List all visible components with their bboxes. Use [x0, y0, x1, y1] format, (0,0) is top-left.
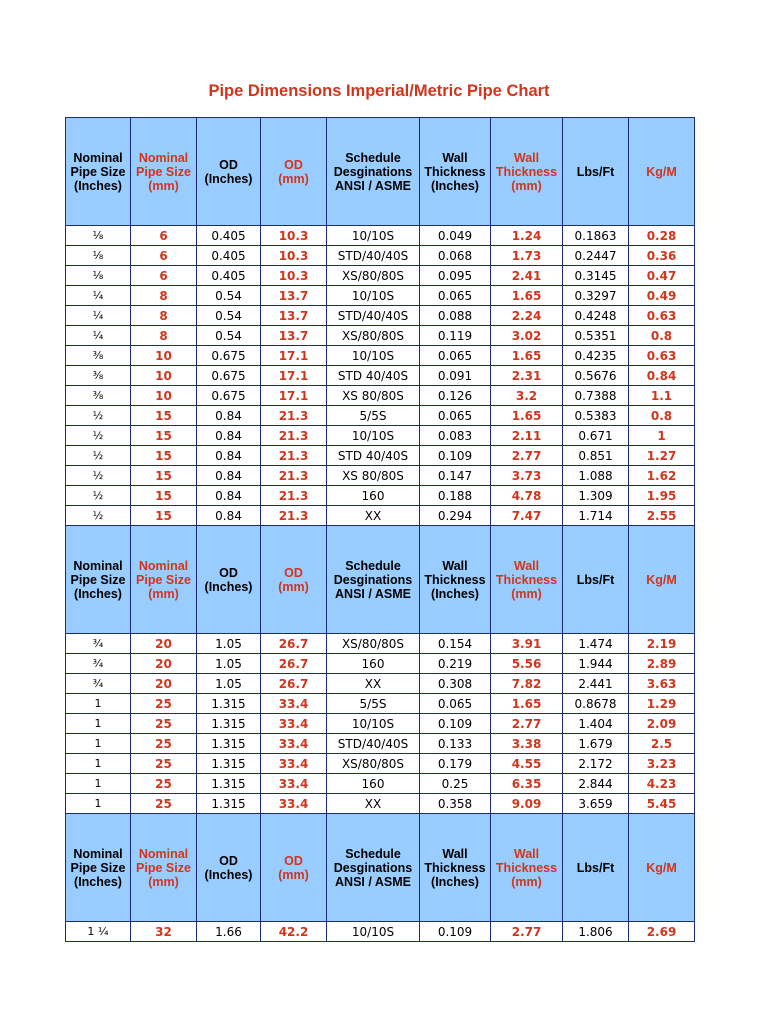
cell-wall-mm: 7.47 — [491, 506, 563, 526]
cell-kg-m: 0.63 — [629, 346, 695, 366]
cell-kg-m: 0.36 — [629, 246, 695, 266]
header-row — [66, 814, 695, 922]
table-row — [66, 426, 695, 446]
header-od-mm: OD (mm) — [261, 814, 327, 922]
cell-nominal-inches: ¼ — [66, 306, 131, 326]
cell-od-mm: 10.3 — [261, 246, 327, 266]
cell-od-inches: 1.315 — [197, 714, 261, 734]
cell-kg-m: 2.55 — [629, 506, 695, 526]
cell-od-inches: 1.315 — [197, 754, 261, 774]
table-row — [66, 386, 695, 406]
header-wall-mm: Wall Thickness (mm) — [491, 526, 563, 634]
cell-od-inches: 0.54 — [197, 286, 261, 306]
header-wall-inches: Wall Thickness (Inches) — [420, 814, 491, 922]
cell-lbs-ft: 0.7388 — [563, 386, 629, 406]
cell-od-mm: 33.4 — [261, 714, 327, 734]
cell-lbs-ft: 0.8678 — [563, 694, 629, 714]
cell-od-mm: 33.4 — [261, 694, 327, 714]
header-wall-mm: Wall Thickness (mm) — [491, 814, 563, 922]
cell-wall-inches: 0.065 — [420, 346, 491, 366]
header-od-inches: OD (Inches) — [197, 526, 261, 634]
cell-od-inches: 1.315 — [197, 694, 261, 714]
cell-od-mm: 42.2 — [261, 922, 327, 942]
cell-lbs-ft: 1.404 — [563, 714, 629, 734]
cell-schedule: XS 80/80S — [327, 466, 420, 486]
cell-nominal-mm: 6 — [131, 226, 197, 246]
table-row — [66, 406, 695, 426]
header-schedule: Schedule Desginations ANSI / ASME — [327, 814, 420, 922]
cell-wall-inches: 0.25 — [420, 774, 491, 794]
cell-od-inches: 0.84 — [197, 466, 261, 486]
cell-nominal-inches: 1 — [66, 694, 131, 714]
cell-od-inches: 0.84 — [197, 506, 261, 526]
cell-nominal-mm: 6 — [131, 266, 197, 286]
cell-schedule: XX — [327, 506, 420, 526]
cell-od-inches: 0.54 — [197, 326, 261, 346]
cell-schedule: STD 40/40S — [327, 366, 420, 386]
cell-wall-mm: 1.24 — [491, 226, 563, 246]
cell-wall-mm: 3.91 — [491, 634, 563, 654]
cell-nominal-inches: ¼ — [66, 326, 131, 346]
cell-kg-m: 1.29 — [629, 694, 695, 714]
cell-od-mm: 21.3 — [261, 506, 327, 526]
cell-nominal-inches: ¾ — [66, 634, 131, 654]
cell-lbs-ft: 0.3297 — [563, 286, 629, 306]
header-od-inches: OD (Inches) — [197, 118, 261, 226]
cell-wall-mm: 1.65 — [491, 406, 563, 426]
cell-nominal-mm: 8 — [131, 326, 197, 346]
cell-wall-inches: 0.179 — [420, 754, 491, 774]
cell-nominal-inches: ¾ — [66, 654, 131, 674]
cell-wall-inches: 0.065 — [420, 406, 491, 426]
cell-od-mm: 13.7 — [261, 326, 327, 346]
cell-nominal-mm: 25 — [131, 694, 197, 714]
cell-nominal-inches: ½ — [66, 406, 131, 426]
cell-lbs-ft: 1.088 — [563, 466, 629, 486]
cell-kg-m: 4.23 — [629, 774, 695, 794]
cell-nominal-mm: 10 — [131, 386, 197, 406]
cell-schedule: 10/10S — [327, 346, 420, 366]
header-nominal-inches: Nominal Pipe Size (Inches) — [66, 526, 131, 634]
cell-schedule: XS 80/80S — [327, 386, 420, 406]
cell-schedule: 10/10S — [327, 714, 420, 734]
cell-nominal-mm: 15 — [131, 486, 197, 506]
table-row — [66, 674, 695, 694]
cell-wall-mm: 1.65 — [491, 346, 563, 366]
table-row — [66, 346, 695, 366]
table-row — [66, 266, 695, 286]
table-row — [66, 286, 695, 306]
cell-schedule: 160 — [327, 654, 420, 674]
cell-wall-mm: 4.55 — [491, 754, 563, 774]
cell-nominal-mm: 15 — [131, 466, 197, 486]
cell-od-mm: 26.7 — [261, 634, 327, 654]
cell-wall-mm: 1.65 — [491, 286, 563, 306]
cell-kg-m: 1.62 — [629, 466, 695, 486]
header-schedule: Schedule Desginations ANSI / ASME — [327, 526, 420, 634]
cell-od-mm: 17.1 — [261, 346, 327, 366]
cell-nominal-mm: 15 — [131, 446, 197, 466]
cell-schedule: 5/5S — [327, 694, 420, 714]
cell-schedule: STD/40/40S — [327, 306, 420, 326]
cell-kg-m: 0.8 — [629, 406, 695, 426]
cell-od-mm: 17.1 — [261, 366, 327, 386]
pipe-chart-table — [65, 117, 695, 942]
header-wall-inches: Wall Thickness (Inches) — [420, 118, 491, 226]
cell-lbs-ft: 0.2447 — [563, 246, 629, 266]
cell-wall-inches: 0.119 — [420, 326, 491, 346]
cell-wall-mm: 5.56 — [491, 654, 563, 674]
cell-nominal-inches: ⅜ — [66, 386, 131, 406]
table-row — [66, 694, 695, 714]
cell-od-mm: 13.7 — [261, 286, 327, 306]
cell-od-inches: 0.84 — [197, 446, 261, 466]
cell-wall-inches: 0.219 — [420, 654, 491, 674]
header-od-mm: OD (mm) — [261, 118, 327, 226]
cell-schedule: 10/10S — [327, 922, 420, 942]
cell-od-inches: 0.84 — [197, 406, 261, 426]
cell-lbs-ft: 1.944 — [563, 654, 629, 674]
cell-schedule: XX — [327, 674, 420, 694]
cell-lbs-ft: 0.5383 — [563, 406, 629, 426]
cell-nominal-mm: 25 — [131, 774, 197, 794]
cell-kg-m: 1.95 — [629, 486, 695, 506]
cell-lbs-ft: 2.844 — [563, 774, 629, 794]
table-row — [66, 486, 695, 506]
cell-nominal-inches: ½ — [66, 446, 131, 466]
cell-nominal-inches: 1 ¼ — [66, 922, 131, 942]
cell-wall-mm: 9.09 — [491, 794, 563, 814]
cell-od-mm: 21.3 — [261, 406, 327, 426]
cell-od-mm: 33.4 — [261, 794, 327, 814]
header-nominal-inches: Nominal Pipe Size (Inches) — [66, 814, 131, 922]
table-row — [66, 634, 695, 654]
cell-od-mm: 21.3 — [261, 446, 327, 466]
cell-schedule: 5/5S — [327, 406, 420, 426]
cell-lbs-ft: 3.659 — [563, 794, 629, 814]
cell-nominal-mm: 15 — [131, 406, 197, 426]
cell-od-inches: 1.315 — [197, 774, 261, 794]
cell-od-mm: 33.4 — [261, 734, 327, 754]
cell-nominal-inches: ⅜ — [66, 366, 131, 386]
cell-schedule: XS/80/80S — [327, 634, 420, 654]
cell-lbs-ft: 0.851 — [563, 446, 629, 466]
cell-lbs-ft: 0.3145 — [563, 266, 629, 286]
cell-kg-m: 2.09 — [629, 714, 695, 734]
table-row — [66, 506, 695, 526]
cell-wall-mm: 2.41 — [491, 266, 563, 286]
cell-nominal-mm: 15 — [131, 506, 197, 526]
cell-kg-m: 0.47 — [629, 266, 695, 286]
cell-schedule: 10/10S — [327, 426, 420, 446]
cell-od-inches: 1.05 — [197, 634, 261, 654]
cell-kg-m: 2.69 — [629, 922, 695, 942]
cell-lbs-ft: 1.474 — [563, 634, 629, 654]
cell-lbs-ft: 1.714 — [563, 506, 629, 526]
cell-nominal-inches: ¾ — [66, 674, 131, 694]
cell-kg-m: 0.84 — [629, 366, 695, 386]
cell-wall-mm: 4.78 — [491, 486, 563, 506]
cell-wall-inches: 0.091 — [420, 366, 491, 386]
cell-kg-m: 5.45 — [629, 794, 695, 814]
cell-od-inches: 0.675 — [197, 366, 261, 386]
header-row — [66, 526, 695, 634]
cell-od-inches: 0.405 — [197, 246, 261, 266]
cell-nominal-mm: 8 — [131, 306, 197, 326]
cell-od-mm: 21.3 — [261, 486, 327, 506]
cell-lbs-ft: 0.4235 — [563, 346, 629, 366]
header-lbs-ft: Lbs/Ft — [563, 118, 629, 226]
cell-wall-mm: 2.31 — [491, 366, 563, 386]
cell-kg-m: 1.27 — [629, 446, 695, 466]
table-row — [66, 446, 695, 466]
cell-od-inches: 0.84 — [197, 486, 261, 506]
cell-wall-inches: 0.308 — [420, 674, 491, 694]
table-row — [66, 922, 695, 942]
cell-wall-inches: 0.188 — [420, 486, 491, 506]
header-lbs-ft: Lbs/Ft — [563, 526, 629, 634]
cell-lbs-ft: 0.5676 — [563, 366, 629, 386]
header-nominal-mm: Nominal Pipe Size (mm) — [131, 814, 197, 922]
cell-schedule: XS/80/80S — [327, 326, 420, 346]
cell-wall-mm: 2.77 — [491, 446, 563, 466]
cell-lbs-ft: 1.806 — [563, 922, 629, 942]
cell-nominal-mm: 25 — [131, 714, 197, 734]
cell-nominal-inches: 1 — [66, 794, 131, 814]
cell-lbs-ft: 0.4248 — [563, 306, 629, 326]
cell-nominal-mm: 32 — [131, 922, 197, 942]
cell-schedule: 160 — [327, 486, 420, 506]
cell-nominal-mm: 10 — [131, 366, 197, 386]
cell-nominal-mm: 20 — [131, 654, 197, 674]
cell-nominal-mm: 25 — [131, 734, 197, 754]
cell-nominal-inches: ⅛ — [66, 246, 131, 266]
cell-od-inches: 0.405 — [197, 226, 261, 246]
cell-nominal-mm: 20 — [131, 674, 197, 694]
cell-wall-inches: 0.109 — [420, 446, 491, 466]
cell-od-inches: 1.315 — [197, 734, 261, 754]
cell-wall-inches: 0.126 — [420, 386, 491, 406]
cell-wall-mm: 6.35 — [491, 774, 563, 794]
cell-nominal-inches: 1 — [66, 754, 131, 774]
cell-od-inches: 1.05 — [197, 674, 261, 694]
cell-nominal-inches: ½ — [66, 506, 131, 526]
cell-lbs-ft: 0.671 — [563, 426, 629, 446]
cell-wall-mm: 2.77 — [491, 922, 563, 942]
cell-od-mm: 17.1 — [261, 386, 327, 406]
header-lbs-ft: Lbs/Ft — [563, 814, 629, 922]
cell-schedule: 10/10S — [327, 286, 420, 306]
cell-nominal-mm: 15 — [131, 426, 197, 446]
cell-wall-inches: 0.049 — [420, 226, 491, 246]
cell-wall-mm: 3.73 — [491, 466, 563, 486]
cell-wall-mm: 2.24 — [491, 306, 563, 326]
cell-wall-inches: 0.065 — [420, 694, 491, 714]
cell-od-mm: 21.3 — [261, 426, 327, 446]
cell-nominal-mm: 6 — [131, 246, 197, 266]
header-wall-inches: Wall Thickness (Inches) — [420, 526, 491, 634]
table-row — [66, 466, 695, 486]
cell-nominal-inches: 1 — [66, 714, 131, 734]
cell-od-inches: 0.675 — [197, 346, 261, 366]
cell-wall-inches: 0.147 — [420, 466, 491, 486]
header-od-inches: OD (Inches) — [197, 814, 261, 922]
header-kg-m: Kg/M — [629, 526, 695, 634]
cell-od-inches: 1.05 — [197, 654, 261, 674]
cell-wall-mm: 3.02 — [491, 326, 563, 346]
cell-nominal-inches: ½ — [66, 466, 131, 486]
cell-nominal-inches: ⅛ — [66, 266, 131, 286]
cell-wall-inches: 0.358 — [420, 794, 491, 814]
cell-wall-inches: 0.083 — [420, 426, 491, 446]
header-nominal-inches: Nominal Pipe Size (Inches) — [66, 118, 131, 226]
cell-lbs-ft: 2.172 — [563, 754, 629, 774]
cell-kg-m: 2.89 — [629, 654, 695, 674]
page-title: Pipe Dimensions Imperial/Metric Pipe Chart — [208, 82, 550, 100]
cell-wall-mm: 7.82 — [491, 674, 563, 694]
header-od-mm: OD (mm) — [261, 526, 327, 634]
cell-kg-m: 0.28 — [629, 226, 695, 246]
table-row — [66, 734, 695, 754]
cell-wall-mm: 2.11 — [491, 426, 563, 446]
cell-od-mm: 33.4 — [261, 754, 327, 774]
cell-schedule: XS/80/80S — [327, 754, 420, 774]
cell-lbs-ft: 0.5351 — [563, 326, 629, 346]
cell-nominal-inches: ⅛ — [66, 226, 131, 246]
cell-wall-inches: 0.109 — [420, 714, 491, 734]
header-nominal-mm: Nominal Pipe Size (mm) — [131, 526, 197, 634]
cell-lbs-ft: 1.679 — [563, 734, 629, 754]
cell-nominal-mm: 10 — [131, 346, 197, 366]
cell-kg-m: 3.63 — [629, 674, 695, 694]
cell-kg-m: 0.8 — [629, 326, 695, 346]
cell-kg-m: 1.1 — [629, 386, 695, 406]
table-row — [66, 246, 695, 266]
cell-nominal-mm: 20 — [131, 634, 197, 654]
header-nominal-mm: Nominal Pipe Size (mm) — [131, 118, 197, 226]
cell-nominal-inches: ¼ — [66, 286, 131, 306]
header-wall-mm: Wall Thickness (mm) — [491, 118, 563, 226]
cell-od-inches: 0.84 — [197, 426, 261, 446]
cell-lbs-ft: 1.309 — [563, 486, 629, 506]
cell-lbs-ft: 0.1863 — [563, 226, 629, 246]
cell-od-mm: 26.7 — [261, 674, 327, 694]
cell-kg-m: 1 — [629, 426, 695, 446]
cell-schedule: XS/80/80S — [327, 266, 420, 286]
cell-od-mm: 13.7 — [261, 306, 327, 326]
cell-wall-mm: 3.2 — [491, 386, 563, 406]
table-row — [66, 754, 695, 774]
cell-od-mm: 33.4 — [261, 774, 327, 794]
cell-schedule: STD 40/40S — [327, 446, 420, 466]
cell-od-inches: 1.315 — [197, 794, 261, 814]
table-row — [66, 794, 695, 814]
cell-wall-inches: 0.088 — [420, 306, 491, 326]
cell-wall-inches: 0.154 — [420, 634, 491, 654]
cell-kg-m: 0.49 — [629, 286, 695, 306]
cell-wall-inches: 0.065 — [420, 286, 491, 306]
cell-wall-inches: 0.294 — [420, 506, 491, 526]
header-schedule: Schedule Desginations ANSI / ASME — [327, 118, 420, 226]
cell-schedule: 10/10S — [327, 226, 420, 246]
cell-od-mm: 26.7 — [261, 654, 327, 674]
cell-kg-m: 0.63 — [629, 306, 695, 326]
cell-od-inches: 0.54 — [197, 306, 261, 326]
cell-nominal-mm: 25 — [131, 754, 197, 774]
cell-nominal-inches: 1 — [66, 774, 131, 794]
cell-wall-inches: 0.109 — [420, 922, 491, 942]
table-row — [66, 306, 695, 326]
cell-nominal-mm: 8 — [131, 286, 197, 306]
cell-od-mm: 10.3 — [261, 266, 327, 286]
table-row — [66, 714, 695, 734]
cell-nominal-inches: ½ — [66, 486, 131, 506]
cell-kg-m: 2.5 — [629, 734, 695, 754]
cell-nominal-inches: 1 — [66, 734, 131, 754]
cell-od-mm: 21.3 — [261, 466, 327, 486]
cell-lbs-ft: 2.441 — [563, 674, 629, 694]
cell-schedule: STD/40/40S — [327, 246, 420, 266]
cell-od-inches: 1.66 — [197, 922, 261, 942]
cell-wall-inches: 0.095 — [420, 266, 491, 286]
cell-nominal-inches: ½ — [66, 426, 131, 446]
cell-schedule: STD/40/40S — [327, 734, 420, 754]
table-row — [66, 774, 695, 794]
cell-schedule: XX — [327, 794, 420, 814]
cell-wall-mm: 3.38 — [491, 734, 563, 754]
cell-wall-mm: 2.77 — [491, 714, 563, 734]
cell-od-inches: 0.405 — [197, 266, 261, 286]
header-kg-m: Kg/M — [629, 118, 695, 226]
cell-nominal-inches: ⅜ — [66, 346, 131, 366]
cell-nominal-mm: 25 — [131, 794, 197, 814]
cell-wall-inches: 0.068 — [420, 246, 491, 266]
cell-od-inches: 0.675 — [197, 386, 261, 406]
header-row — [66, 118, 695, 226]
cell-wall-inches: 0.133 — [420, 734, 491, 754]
table-row — [66, 654, 695, 674]
cell-schedule: 160 — [327, 774, 420, 794]
table-row — [66, 226, 695, 246]
table-row — [66, 366, 695, 386]
header-kg-m: Kg/M — [629, 814, 695, 922]
cell-kg-m: 2.19 — [629, 634, 695, 654]
cell-wall-mm: 1.65 — [491, 694, 563, 714]
cell-wall-mm: 1.73 — [491, 246, 563, 266]
cell-od-mm: 10.3 — [261, 226, 327, 246]
cell-kg-m: 3.23 — [629, 754, 695, 774]
table-row — [66, 326, 695, 346]
